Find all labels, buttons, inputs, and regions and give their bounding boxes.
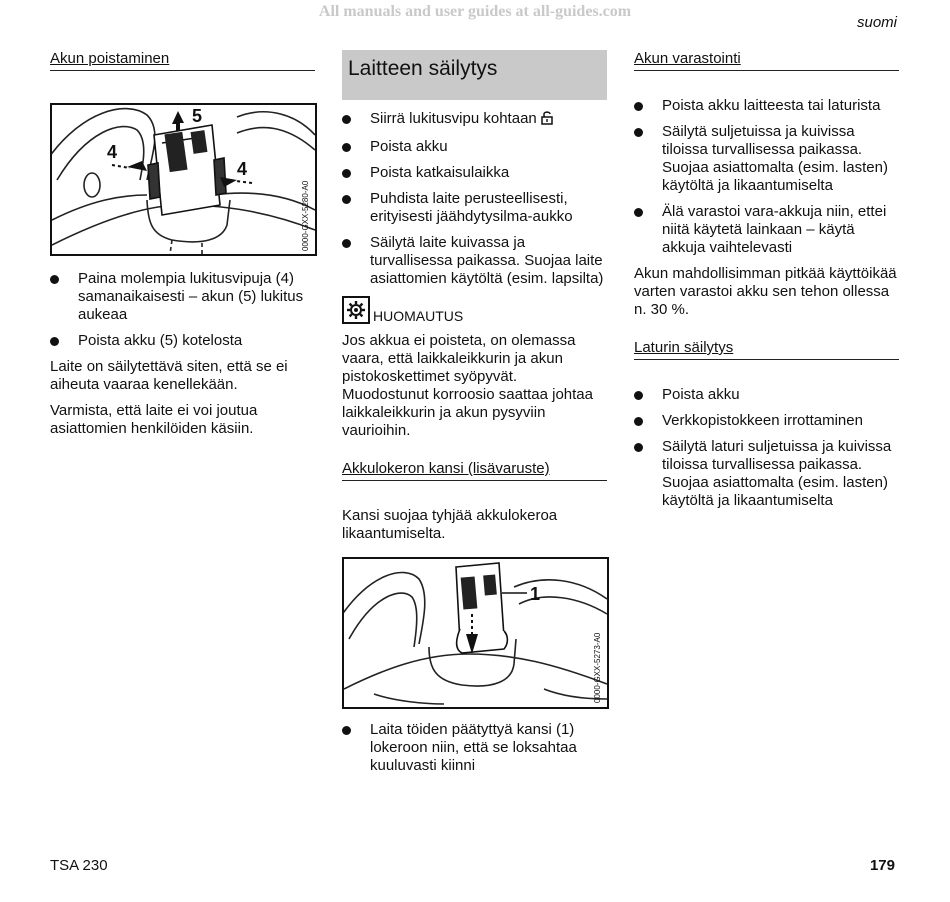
battery-cover-illustration: [344, 559, 607, 707]
bullet-list: [342, 110, 607, 288]
footer-model: TSA 230: [50, 857, 108, 874]
list-item: Puhdista laite perusteellisesti, erityisesti jäähdytysilma-aukko: [342, 190, 607, 226]
notice-header: [342, 296, 607, 324]
column-device-storage: [342, 50, 607, 783]
figure-code: 0000-GXX-5280-A0: [301, 180, 310, 251]
list-item: Säilytä laite kuivassa ja turvallisessa paikassa. Suojaa laite asiattomien käytöltä (esim. lapsilta): [342, 234, 607, 288]
section-heading: Akkulokeron kansi (lisävaruste): [342, 460, 607, 481]
paragraph: Laite on säilytettävä siten, että se ei aiheuta vaaraa kenellekään.: [50, 358, 288, 393]
battery-removal-illustration: [52, 105, 315, 254]
list-item: Poista akku laitteesta tai laturista: [634, 97, 899, 115]
list-item: Poista katkaisulaikka: [342, 164, 607, 182]
notice-label: HUOMAUTUS: [373, 308, 464, 324]
battery-cover-figure: [342, 557, 609, 709]
paragraph: Varmista, että laite ei voi joutua asiattomien henkilöiden käsiin.: [50, 402, 258, 437]
bullet-list: [342, 721, 607, 775]
language-label: suomi: [856, 14, 897, 31]
figure-code: 0000-GXX-5273-A0: [593, 632, 602, 703]
list-item: Paina molempia lukitusvipuja (4) samanaikaisesti – akun (5) lukitus aukeaa: [50, 270, 315, 324]
watermark: All manuals and user guides at all-guides.com: [318, 3, 632, 20]
page-number: 179: [869, 857, 895, 874]
paragraph: Kansi suojaa tyhjää akkulokeroa likaantumiselta.: [342, 507, 558, 542]
list-item: Verkkopistokkeen irrottaminen: [634, 412, 899, 430]
list-item: Siirrä lukitusvipu kohtaan: [342, 110, 607, 130]
callout-label: 4: [107, 142, 118, 162]
list-item: Laita töiden päätyttyä kansi (1) lokeroon niin, että se loksahtaa kuuluvasti kiinni: [342, 721, 607, 775]
section-heading: Laturin säilytys: [634, 339, 899, 360]
bullet-list: [50, 270, 315, 350]
section-heading: Akun poistaminen: [50, 50, 315, 71]
callout-label: 4: [237, 159, 248, 179]
list-item: Säilytä laturi suljetuissa ja kuivissa tiloissa turvallisessa paikassa. Suojaa asiattomalta (esim. lasten) käytöltä ja likaantumiselta: [634, 438, 899, 510]
callout-label: 5: [192, 106, 203, 126]
notice-gear-icon: [342, 296, 370, 324]
notice-text: Jos akkua ei poisteta, on olemassa vaara, että laikkaleikkurin ja akun pistokoskettimet syöpyvät. Muodostunut korroosio saattaa johtaa laikkaleikkurin ja akun pysyviin vaurioihin.: [342, 332, 593, 439]
callout-label: 1: [530, 584, 541, 604]
bullet-list: [634, 386, 899, 510]
section-heading-box: Laitteen säilytys: [342, 50, 607, 100]
battery-removal-figure: [50, 103, 317, 256]
list-item: Poista akku (5) kotelosta: [50, 332, 315, 350]
bullet-list: [634, 97, 899, 257]
column-battery-removal: [50, 50, 315, 446]
lock-open-icon: [541, 110, 553, 130]
list-item: Älä varastoi vara-akkuja niin, ettei niitä käytetä lainkaan – käytä akkuja vaihtelevasti: [634, 203, 899, 257]
section-heading: Akun varastointi: [634, 50, 899, 71]
paragraph: Akun mahdollisimman pitkää käyttöikää varten varastoi akku sen tehon ollessa n. 30 %.: [634, 265, 897, 318]
column-battery-storage: [634, 50, 899, 518]
list-item: Poista akku: [342, 138, 607, 156]
list-item: Poista akku: [634, 386, 899, 404]
list-item: Säilytä suljetuissa ja kuivissa tiloissa turvallisessa paikassa. Suojaa asiattomalta (esim. lasten) käytöltä ja likaantumiselta: [634, 123, 899, 195]
